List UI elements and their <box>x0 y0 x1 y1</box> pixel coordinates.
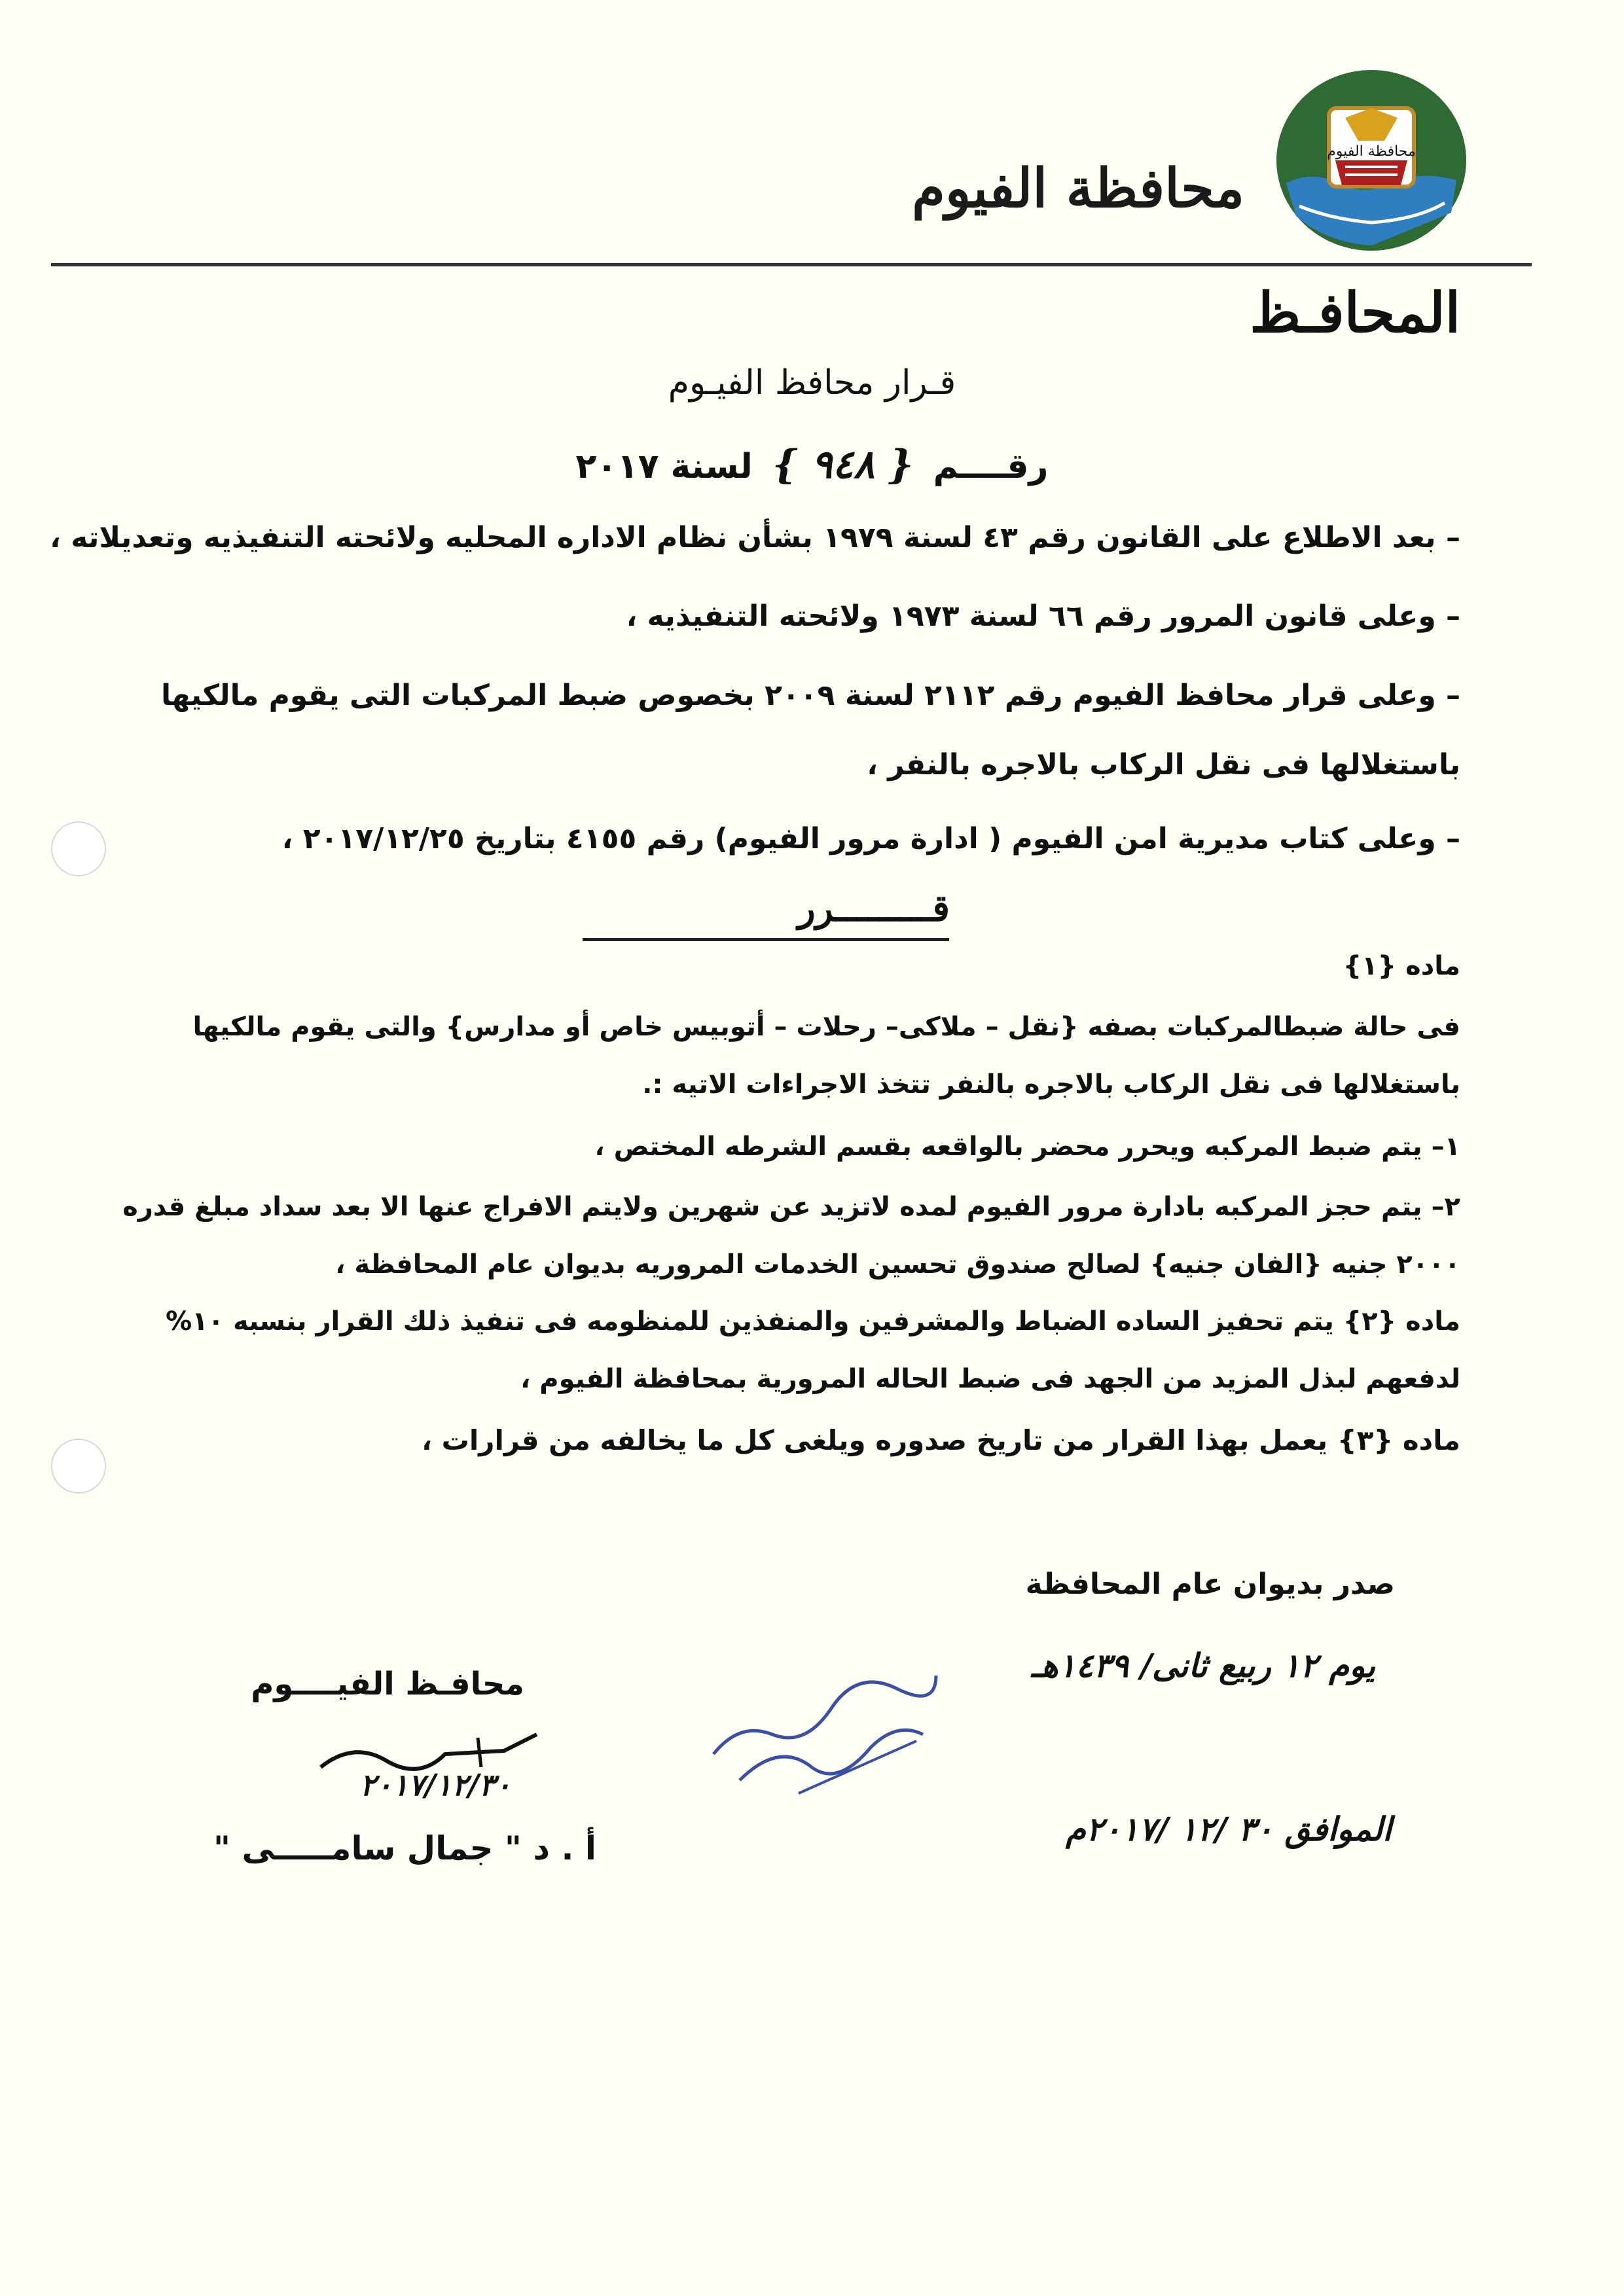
decides-heading: قـــــــــرر <box>797 887 950 930</box>
decision-number-line <box>0 442 1624 488</box>
punch-hole <box>51 821 106 876</box>
preamble-item: – وعلى قانون المرور رقم ٦٦ لسنة ١٩٧٣ ولائحته التنفيذيه ، <box>626 600 1460 633</box>
article-3-text: ماده {٣} يعمل بهذا القرار من تاريخ صدوره ويلغى كل ما يخالفه من قرارات ، <box>422 1424 1460 1456</box>
punch-hole <box>51 1439 106 1494</box>
article-1-text: فى حالة ضبطالمركبات بصفه {نقل – ملاكى– رحلات – أتوبيس خاص أو مدارس} والتى يقوم مالكيها باستغلالها فى نقل الركاب بالاجره بالنفر تتخذ الاجراءات الاتيه :. <box>192 1012 1460 1100</box>
preamble-item: – بعد الاطلاع على القانون رقم ٤٣ لسنة ١٩٧٩ بشأن نظام الاداره المحليه ولائحته التنفيذيه وتعديلاته ، <box>50 521 1460 554</box>
preamble-item: – وعلى قرار محافظ الفيوم رقم ٢١١٢ لسنة ٢٠٠٩ بخصوص ضبط المركبات التى يقوم مالكيها باستغلالها فى نقل الركاب بالاجره بالنفر ، <box>160 679 1460 781</box>
article-1-item-2: ٢– يتم حجز المركبه بادارة مرور الفيوم لمده لاتزيد عن شهرين ولايتم الافراج عنها الا بعد سداد مبلغ قدره ٢٠٠٠ جنيه {الفان جنيه} لصالح صندوق تحسين الخدمات المروريه بديوان عام المحافظة ، <box>122 1192 1460 1280</box>
governor-title: محافـظ الفيــــوم <box>251 1666 524 1702</box>
article-1-label: ماده {١} <box>1343 951 1460 981</box>
office-title: المحافـظ <box>1250 280 1460 345</box>
header-divider <box>51 263 1532 266</box>
preamble-item: – وعلى كتاب مديرية امن الفيوم ( ادارة مرور الفيوم) رقم ٤١٥٥ بتاريخ ٢٠١٧/١٢/٢٥ ، <box>281 822 1460 855</box>
decision-title: قـرار محافظ الفيـوم <box>668 363 956 403</box>
article-1-item-1: ١– يتم ضبط المركبه ويحرر محضر بالواقعه بقسم الشرطه المختص ، <box>594 1132 1460 1162</box>
decision-number: { ٩٤٨ } <box>772 442 914 488</box>
article-2-text: ماده {٢} يتم تحفيز الساده الضباط والمشرفين والمنفذين للمنظومه فى تنفيذ ذلك القرار بنسبه ١٠% لدفعهم لبذل المزيد من الجهد فى ضبط الحاله المرورية بمحافظة الفيوم ، <box>166 1306 1460 1394</box>
governorate-logo <box>1273 69 1470 259</box>
number-label: رقــــم <box>933 447 1049 486</box>
issued-gregorian-date: الموافق ٣٠ /١٢ /٢٠١٧م <box>1066 1810 1392 1848</box>
issued-place: صدر بديوان عام المحافظة <box>1025 1568 1395 1601</box>
issued-hijri-date: يوم ١٢ ربيع ثانى/ ١٤٣٩هـ <box>1031 1646 1375 1685</box>
year-label: لسنة ٢٠١٧ <box>575 447 753 486</box>
governor-signature-date: ٢٠١٧/١٢/٣٠ <box>359 1767 511 1803</box>
initials-signature <box>700 1662 949 1806</box>
decides-underline <box>583 938 949 941</box>
svg-text:محافظة الفيوم: محافظة الفيوم <box>1327 143 1416 160</box>
governorate-name: محافظة الفيوم <box>912 157 1244 220</box>
governor-name: أ . د " جمال سامـــــى " <box>213 1829 596 1867</box>
